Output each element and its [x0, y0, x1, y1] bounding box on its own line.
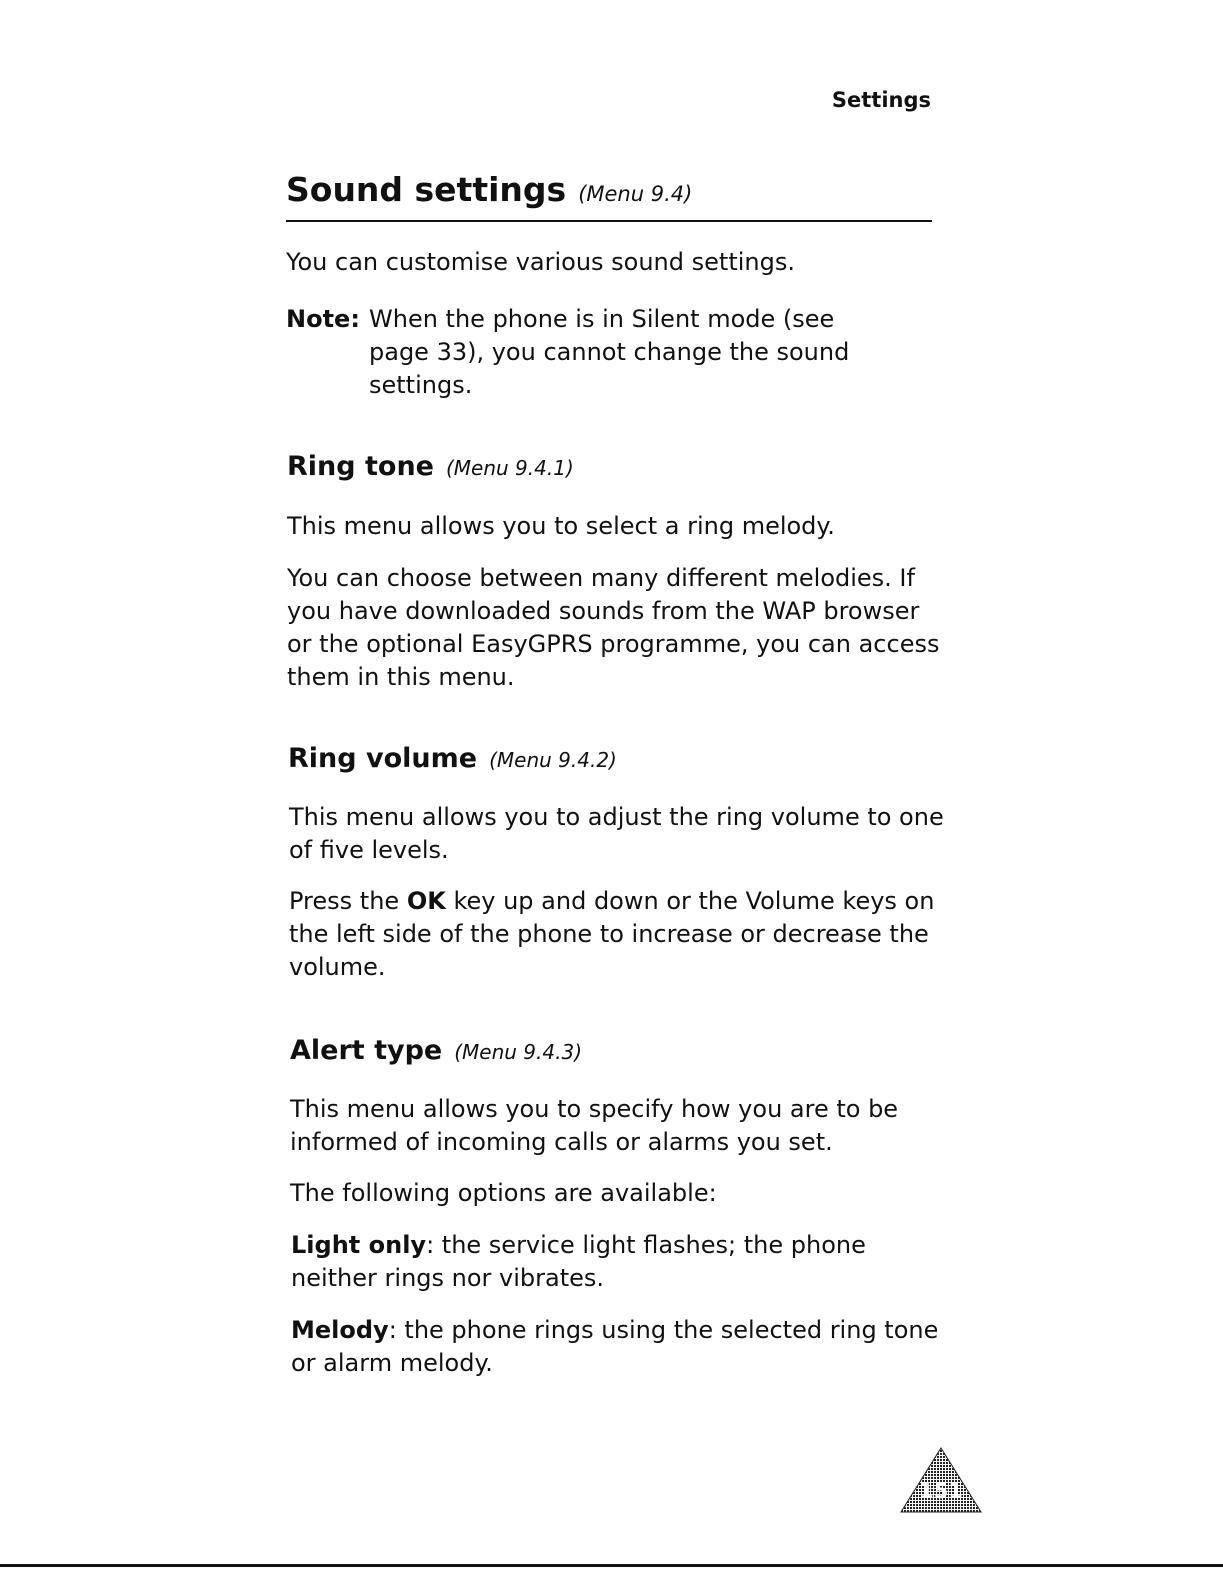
option-text: : the phone rings using the selected ring tone or alarm melody. [291, 1316, 939, 1377]
paragraph-text: key up and down or the Volume keys on the left side of the phone to increase or decrease the volume. [289, 887, 935, 981]
subsection-title [288, 743, 617, 774]
bottom-rule [0, 1564, 1223, 1567]
note-text: When the phone is in Silent mode (see page 33), you cannot change the sound settings. [369, 305, 850, 399]
option-label: Light only [291, 1231, 427, 1259]
section-title [286, 170, 932, 222]
key-name: OK [406, 887, 446, 915]
paragraph-text: Press the [289, 887, 407, 915]
paragraph: This menu allows you to adjust the ring volume to one of five levels. [289, 803, 944, 864]
note-block [286, 303, 906, 402]
option-melody [291, 1314, 951, 1380]
note-label-text: Note [286, 305, 351, 333]
subsection-title [290, 1035, 582, 1066]
paragraph: This menu allows you to specify how you are to be informed of incoming calls or alarms you set. [290, 1095, 899, 1156]
option-light-only [291, 1229, 951, 1295]
subsection-menu-ref: (Menu 9.4.2) [489, 748, 617, 772]
section-title-text: Sound settings [286, 170, 567, 209]
paragraph: The following options are available: [290, 1179, 717, 1207]
note-label: Note: [286, 305, 360, 333]
option-label: Melody [291, 1316, 389, 1344]
running-header: Settings [831, 88, 931, 112]
subsection-title [287, 451, 574, 482]
page-number-badge [898, 1444, 984, 1514]
subsection-menu-ref: (Menu 9.4.1) [445, 456, 574, 480]
paragraph: You can choose between many different melodies. If you have downloaded sounds from the WAP browser or the optional EasyGPRS programme, you can access them in this menu. [287, 564, 940, 691]
option-text: : the service light flashes; the phone neither rings nor vibrates. [291, 1231, 866, 1292]
subsection-title-text: Ring volume [288, 743, 478, 774]
intro-paragraph: You can customise various sound settings. [286, 248, 795, 276]
section-menu-ref: (Menu 9.4) [578, 182, 693, 206]
subsection-title-text: Ring tone [287, 451, 434, 482]
subsection-menu-ref: (Menu 9.4.3) [454, 1040, 582, 1064]
page-number: 151 [919, 1479, 963, 1503]
paragraph: This menu allows you to select a ring melody. [287, 512, 835, 540]
subsection-title-text: Alert type [290, 1035, 443, 1066]
paragraph [289, 885, 949, 984]
